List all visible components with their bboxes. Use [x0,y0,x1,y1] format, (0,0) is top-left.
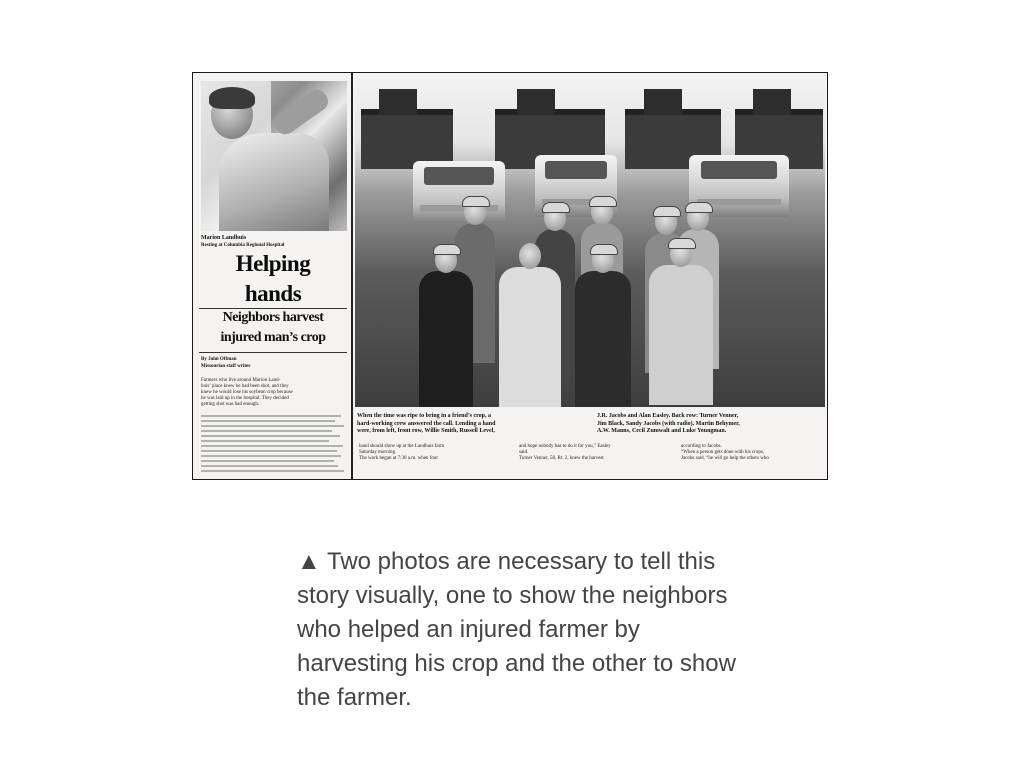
harvest-crew-photo [355,75,825,407]
deck-line-1: Neighbors harvest [222,310,324,325]
story-column [193,73,353,479]
headline-line-1: Helping [235,251,311,276]
story-body-column-4: according to Jacobs. “When a person gets done with his crops, Jacobs said, “he will go help the others who [681,444,769,461]
story-body-column-3: and hope nobody has to do it for you,” Easley said. Turner Venner, 58, Rt. 2, knew the harvest [519,444,611,461]
injured-farmer-photo [201,81,347,231]
newspaper-clipping [192,72,828,480]
byline-title: Missourian staff writer [201,364,251,369]
slide-caption [297,545,757,715]
triangle-up-icon: ▲ [297,548,321,575]
patient-caption-name: Marion Landhuis [201,235,247,241]
rule [199,308,347,309]
headline-line-2: hands [244,281,302,306]
byline-author: By John Offman [201,357,237,362]
rule [199,352,347,353]
story-body-text [201,415,347,475]
story-body-column-1: Farmers who live around Marion Land- huis’ place knew he had been shot, and they knew he would lose his soybean crop because he was laid up in the hospital. They decided getting shot was bad enough. [201,378,293,407]
caption-text: Two photos are necessary to tell this story visually, one to show the neighbors who helped an injured farmer by harvesting his crop and the other to show the farmer. [297,548,736,711]
patient-caption-sub: Resting at Columbia Regional Hospital [201,243,285,248]
crew-photo-caption-left: When the time was ripe to bring in a friend’s crop, a hard-working crew answered the call. Lending a hand were, from left, front row, Willie Smith, Russell Level, [357,413,496,434]
story-body-column-2: hand should show up at the Landhuis farm Saturday morning. The work began at 7:30 a.m. when four [359,444,445,461]
crew-photo-caption-right: J.R. Jacobs and Alan Easley. Back row: Turner Venner, Jim Black, Sandy Jacobs (with radio), Martin Behymer, A.W. Manns, Cecil Zumwalt and Luke Youngman. [597,413,740,434]
deck-line-2: injured man’s crop [220,330,326,345]
